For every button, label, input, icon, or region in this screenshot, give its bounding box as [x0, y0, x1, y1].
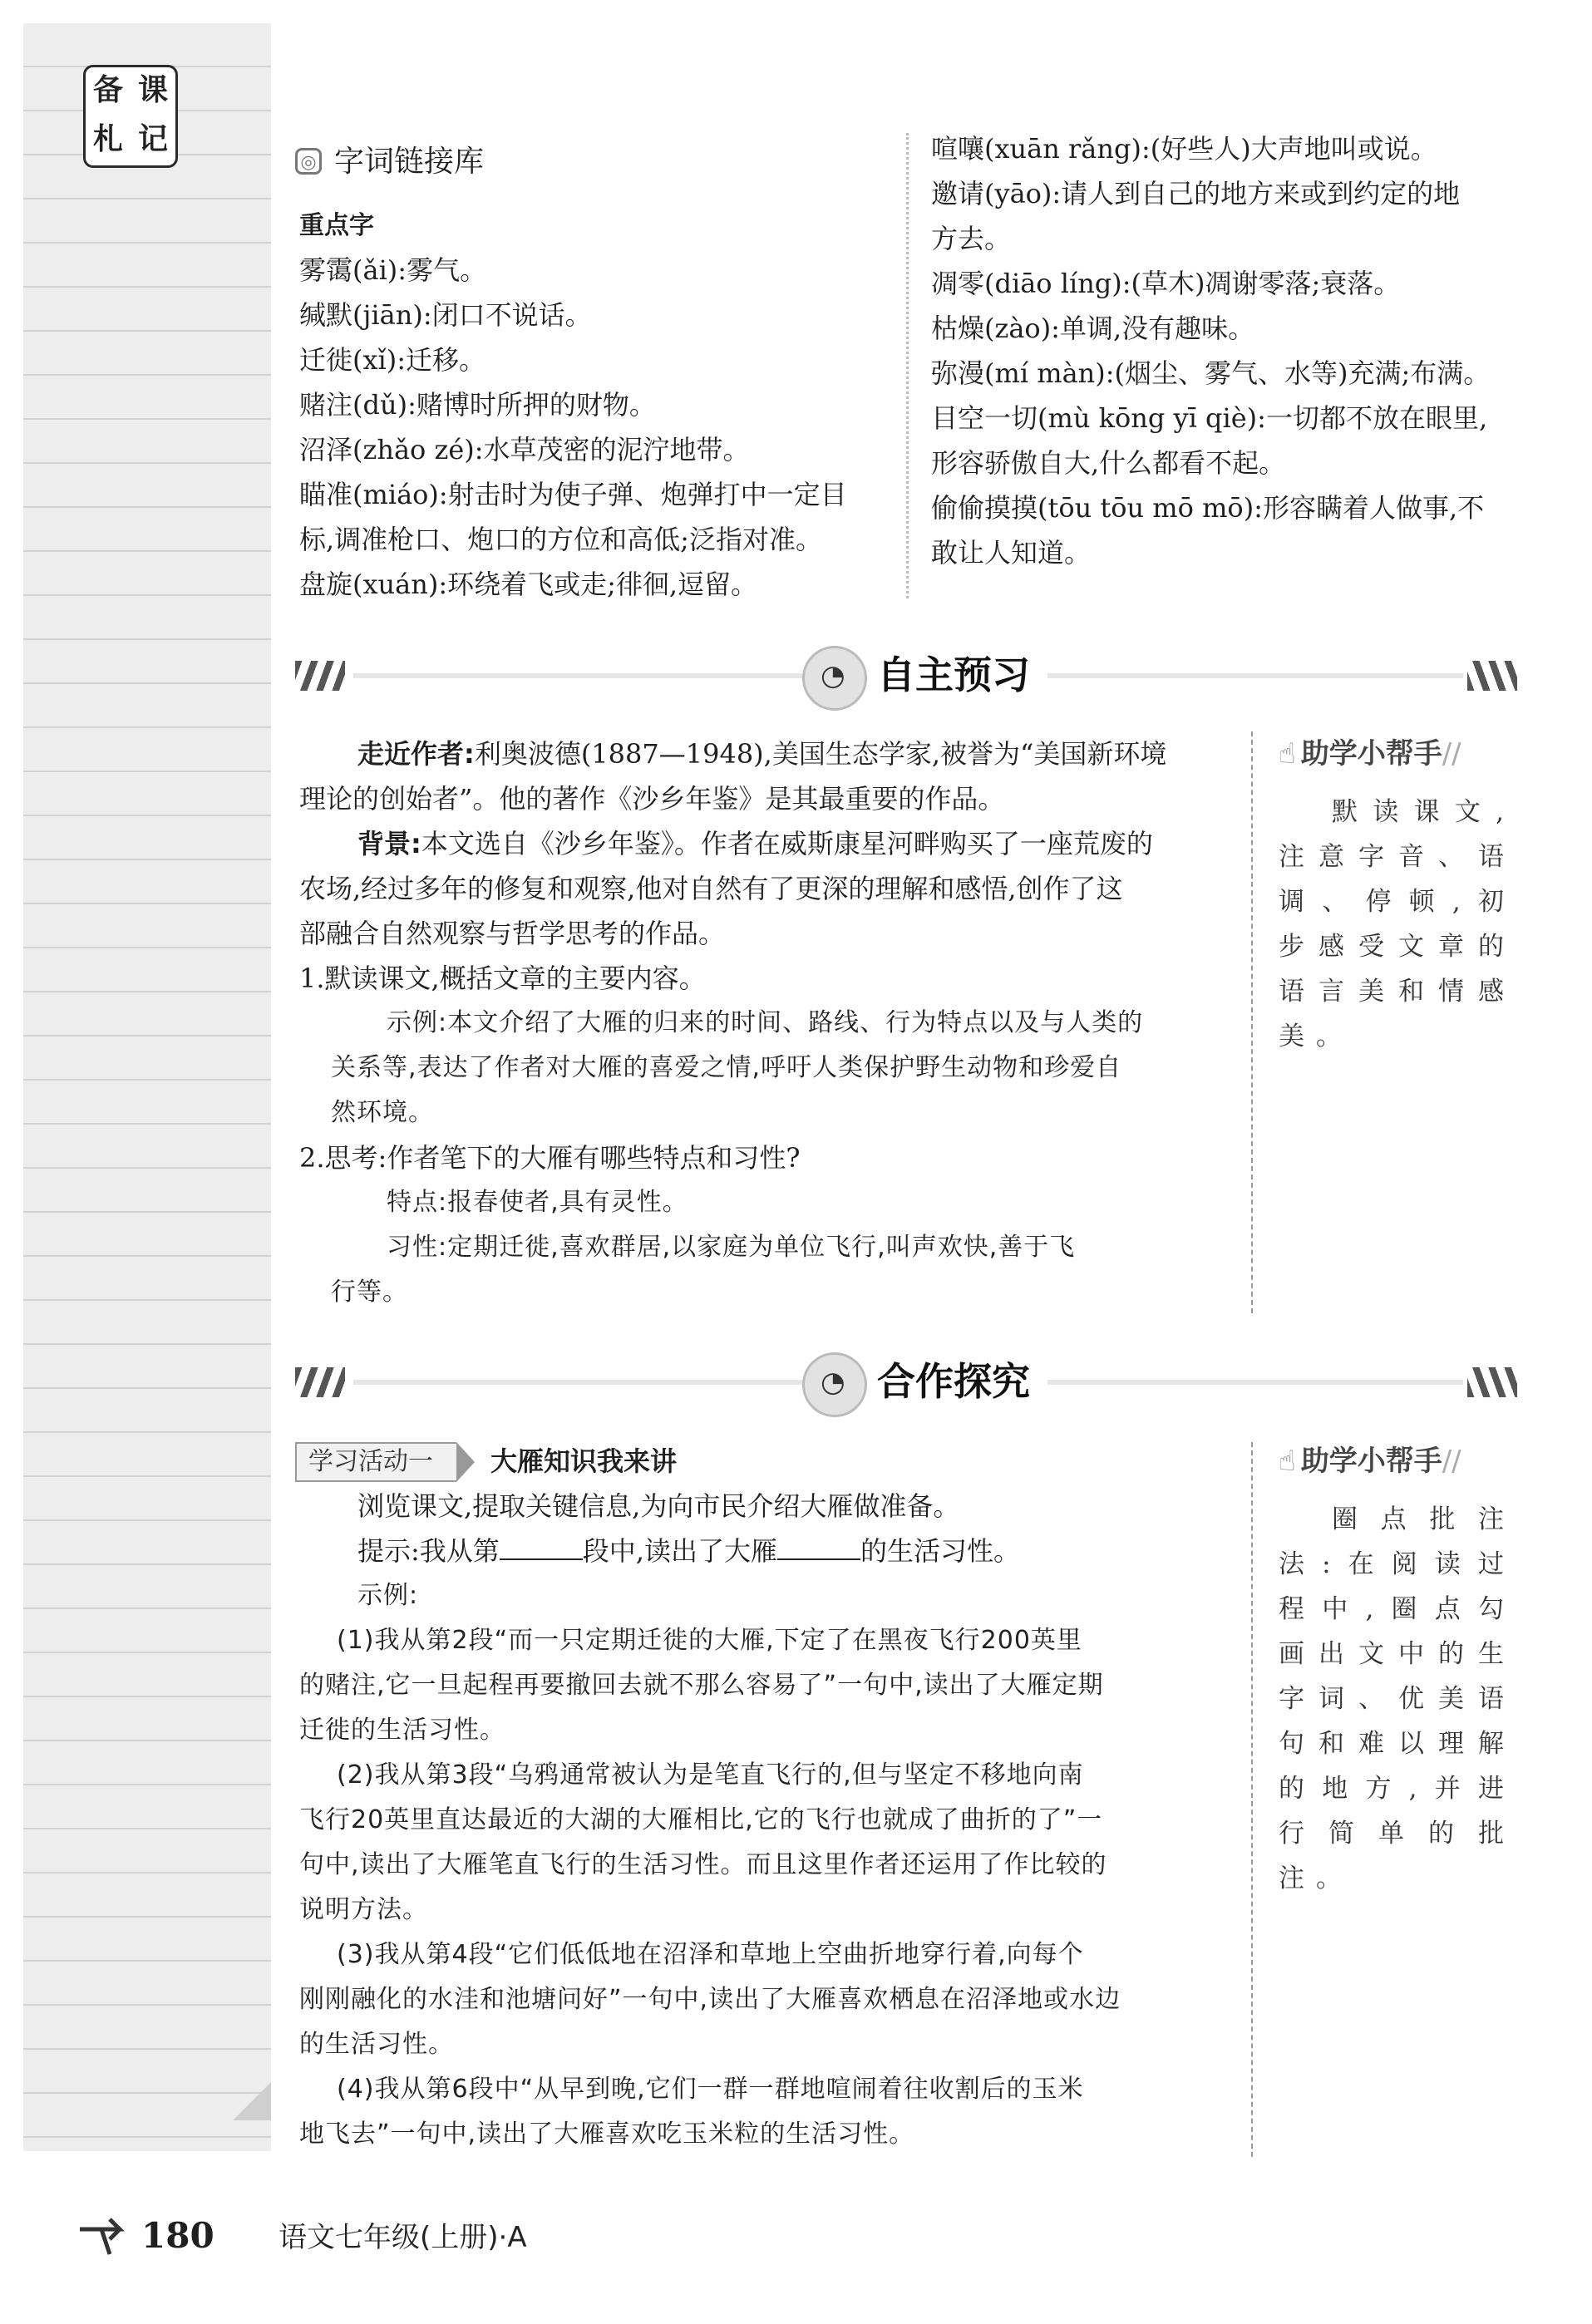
example-line: (1)我从第2段“而一只定期迁徙的大雁,下定了在黑夜飞行200英里	[337, 1626, 1082, 1655]
example-label: 示例:	[357, 1581, 419, 1610]
vocab-entry: 邀请(yāo):请人到自己的地方来或到约定的地	[931, 178, 1461, 209]
example-line: 迁徙的生活习性。	[299, 1716, 505, 1745]
helper-divider	[1251, 731, 1253, 1313]
banner-line	[353, 1380, 802, 1385]
vocab-entry: 盘旋(xuán):环绕着飞或走;徘徊,逗留。	[299, 569, 758, 600]
background-text: 本文选自《沙乡年鉴》。作者在威斯康星河畔购买了一座荒废的	[421, 828, 1153, 859]
slash-decoration-icon: //	[1442, 737, 1461, 771]
explore-banner	[295, 1352, 1517, 1411]
answer-1: 关系等,表达了作者对大雁的喜爱之情,呼吁人类保护野生动物和珍爱自	[331, 1053, 1122, 1082]
fill-blank[interactable]	[777, 1534, 860, 1560]
preview-banner	[295, 646, 1517, 704]
question-1: 1.默读课文,概括文章的主要内容。	[299, 963, 706, 994]
activity-tag: 学习活动一	[295, 1442, 456, 1482]
magnifier-icon: ◔	[821, 659, 845, 692]
vocab-entry: 缄默(jiān):闭口不说话。	[299, 299, 592, 331]
helper-text: 圈点批注法:在阅读过程中,圈点勾画出文中的生字词、优美语句和难以理解的地方,并进行简单的批注。	[1279, 1504, 1516, 1893]
vocab-entry: 标,调准枪口、炮口的方位和高低;泛指对准。	[299, 524, 822, 555]
helper-heading	[1279, 731, 1461, 776]
lesson-notes-stamp	[83, 65, 178, 168]
vocab-entry: 弥漫(mí màn):(烟尘、雾气、水等)充满;布满。	[931, 357, 1491, 389]
helper-text: 默读课文,注意字音、语调、停顿,初步感受文章的语言美和情感美。	[1279, 797, 1516, 1051]
banner-stripes	[1467, 661, 1517, 691]
vocab-title: 字词链接库	[334, 145, 485, 179]
banner-line	[353, 673, 802, 678]
answer-2: 行等。	[331, 1278, 408, 1307]
background-paragraph	[357, 821, 1153, 866]
author-text: 理论的创始者”。他的著作《沙乡年鉴》是其最重要的作品。	[299, 783, 1005, 815]
stamp-char: 记	[137, 122, 168, 156]
vocab-entry: 偷偷摸摸(tōu tōu mō mō):形容瞒着人做事,不	[931, 492, 1485, 524]
example-line: 刚刚融化的水洼和池塘问好”一句中,读出了大雁喜欢栖息在沼泽地或水边	[299, 1985, 1121, 2014]
hint-text: 的生活习性。	[860, 1535, 1020, 1567]
activity-hint	[357, 1529, 1020, 1573]
preview-title: 自主预习	[877, 652, 1030, 697]
answer-2: 习性:定期迁徙,喜欢群居,以家庭为单位飞行,叫声欢快,善于飞	[387, 1233, 1076, 1262]
background-text: 农场,经过多年的修复和观察,他对自然有了更深的理解和感悟,创作了这	[299, 873, 1123, 904]
answer-2: 特点:报春使者,具有灵性。	[387, 1188, 688, 1217]
vocab-entry: 喧嚷(xuān rǎng):(好些人)大声地叫或说。	[931, 133, 1437, 165]
author-text: 利奥波德(1887—1948),美国生态学家,被誉为“美国新环境	[474, 738, 1167, 770]
example-line: 句中,读出了大雁笔直飞行的生活习性。而且这里作者还运用了作比较的	[299, 1850, 1107, 1879]
banner-line	[1047, 673, 1463, 678]
thumbs-up-icon: ☝	[1279, 1445, 1296, 1478]
example-line: (4)我从第6段中“从早到晚,它们一群一群地喧闹着往收割后的玉米	[337, 2075, 1084, 2104]
example-line: 说明方法。	[299, 1895, 428, 1924]
background-label: 背景:	[357, 828, 421, 859]
stamp-char: 札	[92, 122, 123, 156]
banner-stripes	[295, 1367, 345, 1397]
helper-title: 助学小帮手	[1300, 737, 1442, 771]
stamp-char: 课	[137, 73, 168, 107]
magnifier-icon: ◔	[821, 1366, 845, 1399]
answer-1: 示例:本文介绍了大雁的归来的时间、路线、行为特点以及与人类的	[387, 1008, 1144, 1037]
vocab-entry: 沼泽(zhǎo zé):水草茂密的泥泞地带。	[299, 434, 750, 465]
example-line: (3)我从第4段“它们低低地在沼泽和草地上空曲折地穿行着,向每个	[337, 1940, 1084, 1969]
helper-heading	[1279, 1439, 1461, 1484]
example-line: (2)我从第3段“乌鸦通常被认为是笔直飞行的,但与坚定不移地向南	[337, 1760, 1084, 1790]
vocab-entry: 赌注(dǔ):赌博时所押的财物。	[299, 389, 656, 421]
book-icon: ◎	[295, 148, 322, 175]
fill-blank[interactable]	[500, 1534, 583, 1560]
helper-title: 助学小帮手	[1300, 1445, 1442, 1478]
hint-text: 段中,读出了大雁	[582, 1535, 777, 1567]
stamp-char: 备	[92, 73, 123, 107]
explore-title: 合作探究	[877, 1359, 1030, 1404]
vocab-entry: 迁徙(xǐ):迁移。	[299, 344, 486, 376]
hint-text: 提示:我从第	[357, 1535, 500, 1567]
example-line: 的生活习性。	[299, 2030, 454, 2059]
vocab-entry: 凋零(diāo líng):(草木)凋谢零落;衰落。	[931, 268, 1401, 299]
banner-stripes	[295, 661, 345, 691]
column-divider	[906, 133, 909, 598]
helper-divider	[1251, 1442, 1253, 2157]
vocab-entry: 雾霭(ǎi):雾气。	[299, 254, 487, 286]
page-number: 180	[141, 2215, 214, 2256]
slash-decoration-icon: //	[1442, 1445, 1461, 1478]
example-line: 的赌注,它一旦起程再要撤回去就不那么容易了”一句中,读出了大雁定期	[299, 1671, 1104, 1700]
activity-intro: 浏览课文,提取关键信息,为向市民介绍大雁做准备。	[357, 1490, 960, 1522]
vocab-entry: 形容骄傲自大,什么都看不起。	[931, 447, 1286, 479]
activity-title: 大雁知识我来讲	[490, 1445, 678, 1477]
author-paragraph	[357, 731, 1166, 776]
example-line: 地飞去”一句中,读出了大雁喜欢吃玉米粒的生活习性。	[299, 2120, 915, 2149]
arrow-decoration-icon	[76, 2211, 135, 2261]
background-text: 部融合自然观察与哲学思考的作品。	[299, 918, 726, 949]
question-2: 2.思考:作者笔下的大雁有哪些特点和习性?	[299, 1142, 801, 1174]
example-line: 飞行20英里直达最近的大湖的大雁相比,它的飞行也就成了曲折的了”一	[299, 1805, 1103, 1834]
vocab-entry: 敢让人知道。	[931, 537, 1092, 569]
vocab-subtitle: 重点字	[299, 211, 374, 240]
book-title: 语文七年级(上册)·A	[278, 2221, 527, 2254]
author-label: 走近作者:	[357, 738, 475, 770]
vocab-entry: 方去。	[931, 223, 1012, 254]
vocab-entry: 瞄准(miáo):射击时为使子弹、炮弹打中一定目	[299, 479, 847, 510]
vocab-entry: 枯燥(zào):单调,没有趣味。	[931, 313, 1255, 344]
answer-1: 然环境。	[331, 1098, 434, 1127]
banner-line	[1047, 1380, 1463, 1385]
vocab-entry: 目空一切(mù kōng yī qiè):一切都不放在眼里,	[931, 402, 1488, 434]
banner-stripes	[1467, 1367, 1517, 1397]
thumbs-up-icon: ☝	[1279, 737, 1296, 771]
lesson-notes-sidebar	[23, 23, 271, 2151]
sidebar-corner-fold	[233, 2082, 271, 2120]
